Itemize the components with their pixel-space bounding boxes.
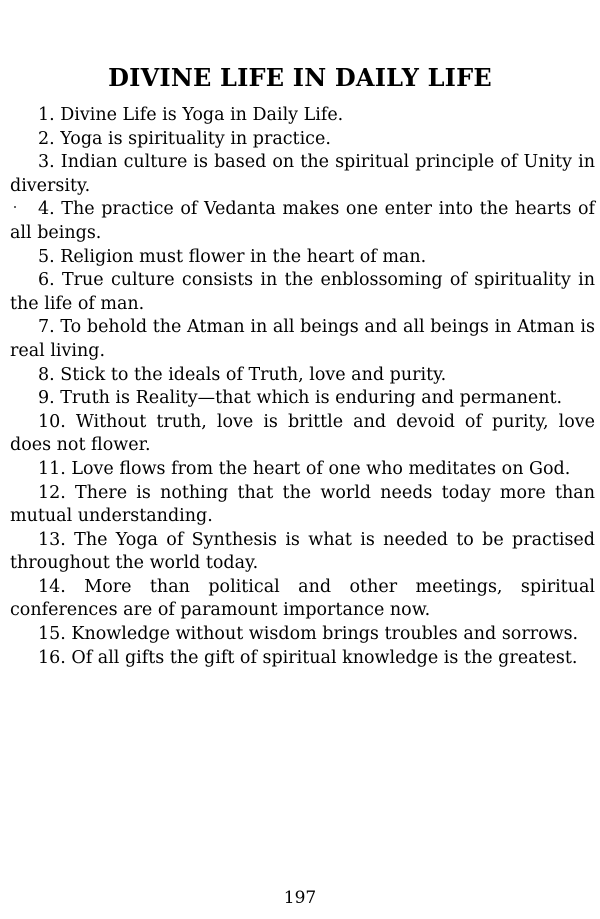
page-title: DIVINE LIFE IN DAILY LIFE xyxy=(108,63,492,92)
list-item: 14. More than political and other meetings, spiritual conferences are of paramount importance now. xyxy=(10,576,595,621)
list-item: 2. Yoga is spirituality in practice. xyxy=(38,128,331,149)
list-item: 16. Of all gifts the gift of spiritual knowledge is the greatest. xyxy=(38,647,578,668)
list-item: 11. Love flows from the heart of one who meditates on God. xyxy=(38,458,571,479)
list-item: 15. Knowledge without wisdom brings troubles and sorrows. xyxy=(38,624,579,645)
list-item: 9. Truth is Reality—that which is enduring and permanent. xyxy=(38,388,563,409)
list-item: 8. Stick to the ideals of Truth, love and purity. xyxy=(38,364,447,385)
list-item: 6. True culture consists in the enblossoming of spirituality in the life of man. xyxy=(10,270,595,314)
list-item: 12. There is nothing that the world needs today more than mutual understanding. xyxy=(10,482,595,527)
list-item: 5. Religion must flower in the heart of man. xyxy=(38,246,427,267)
list-item: 10. Without truth, love is brittle and devoid of purity, love does not flower. xyxy=(10,411,595,456)
list-item: 7. To behold the Atman in all beings and all beings in Atman is real living. xyxy=(10,317,595,361)
page-number: 197 xyxy=(283,888,317,908)
list-item: 1. Divine Life is Yoga in Daily Life. xyxy=(38,105,344,125)
list-item: 13. The Yoga of Synthesis is what is needed to be practised throughout the world today. xyxy=(10,529,595,574)
list-item: 3. Indian culture is based on the spiritual principle of Unity in diversity. xyxy=(10,152,595,196)
list-item: 4. The practice of Vedanta makes one enter into the hearts of all beings. xyxy=(10,199,595,243)
numbered-list xyxy=(10,104,595,670)
